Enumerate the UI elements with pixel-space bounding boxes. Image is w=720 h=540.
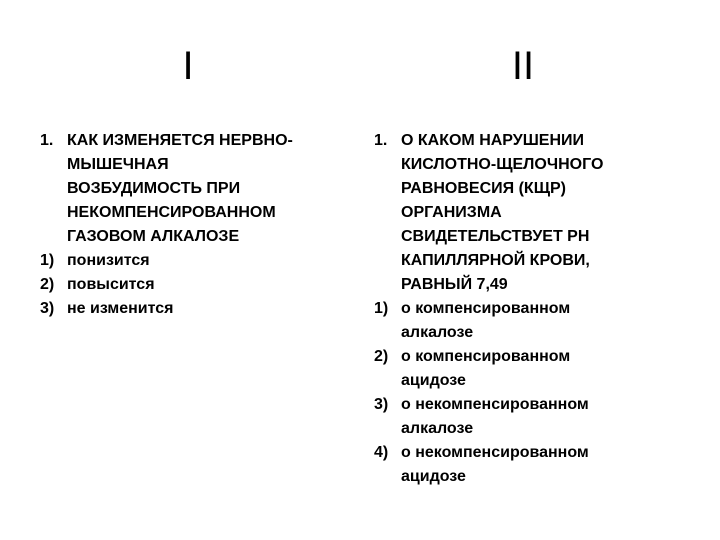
question-block-right xyxy=(374,129,694,489)
option-text: ацидозе xyxy=(401,372,466,389)
option-number: 2) xyxy=(374,348,389,365)
question-left xyxy=(40,129,360,249)
answer-option xyxy=(40,249,360,273)
answer-option xyxy=(374,297,694,345)
answer-option xyxy=(374,441,694,489)
question-line: НЕКОМПЕНСИРОВАННОМ xyxy=(67,204,276,221)
option-text: о некомпенсированном xyxy=(401,396,589,413)
question-line: РАВНОВЕСИЯ (КЩР) xyxy=(401,180,566,197)
column-heading-right: II xyxy=(511,44,535,88)
answer-option xyxy=(374,393,694,441)
question-line: КАПИЛЛЯРНОЙ КРОВИ, xyxy=(401,252,590,269)
question-text xyxy=(67,129,293,249)
question-line: ВОЗБУДИМОСТЬ ПРИ xyxy=(67,180,241,197)
option-number: 4) xyxy=(374,444,389,461)
answer-option xyxy=(40,273,360,297)
question-line: КИСЛОТНО-ЩЕЛОЧНОГО xyxy=(401,156,604,173)
question-line: КАК ИЗМЕНЯЕТСЯ НЕРВНО- xyxy=(67,132,293,149)
question-block-left xyxy=(40,129,360,321)
question-line: РАВНЫЙ 7,49 xyxy=(401,276,508,293)
column-heading-left: I xyxy=(182,44,194,88)
option-number: 3) xyxy=(40,300,55,317)
question-number: 1. xyxy=(374,132,388,149)
question-right xyxy=(374,129,694,297)
option-text: повысится xyxy=(67,276,155,293)
option-text: о компенсированном xyxy=(401,348,571,365)
question-line: МЫШЕЧНАЯ xyxy=(67,156,169,173)
answer-option xyxy=(374,345,694,393)
question-text xyxy=(401,129,603,297)
option-text: о некомпенсированном xyxy=(401,444,589,461)
question-number: 1. xyxy=(40,132,54,149)
question-line: ГАЗОВОМ АЛКАЛОЗЕ xyxy=(67,228,240,245)
option-number: 3) xyxy=(374,396,389,413)
option-text: понизится xyxy=(67,252,150,269)
question-line: О КАКОМ НАРУШЕНИИ xyxy=(401,132,585,149)
option-text: о компенсированном xyxy=(401,300,571,317)
option-number: 1) xyxy=(40,252,55,269)
option-text: ацидозе xyxy=(401,468,466,485)
option-text: алкалозе xyxy=(401,324,474,341)
answer-option xyxy=(40,297,360,321)
question-line: ОРГАНИЗМА xyxy=(401,204,502,221)
option-number: 2) xyxy=(40,276,55,293)
option-text: алкалозе xyxy=(401,420,474,437)
question-line: СВИДЕТЕЛЬСТВУЕТ PH xyxy=(401,228,590,245)
option-number: 1) xyxy=(374,300,389,317)
option-text: не изменится xyxy=(67,300,174,317)
